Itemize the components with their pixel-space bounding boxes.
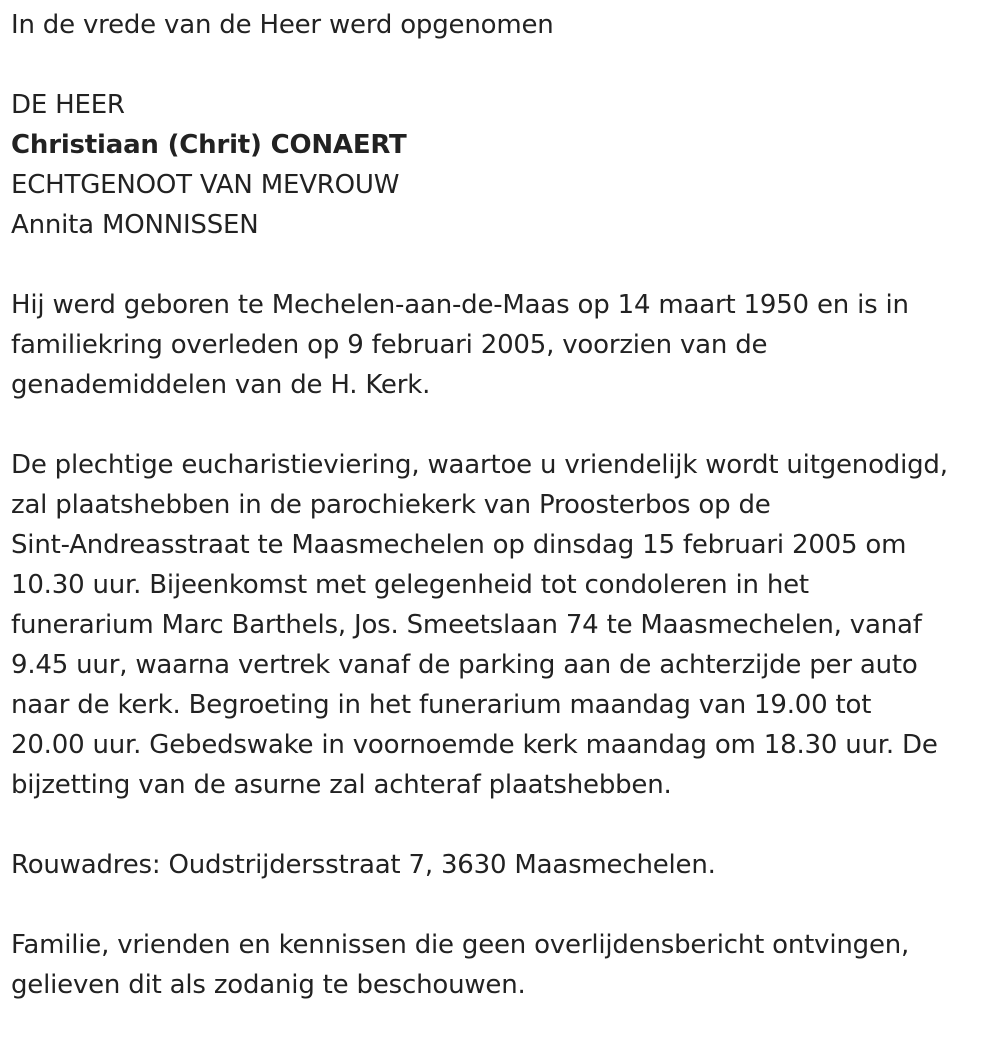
closing-paragraph xyxy=(11,925,996,1005)
paragraph-line: 20.00 uur. Gebedswake in voornoemde kerk maandag om 18.30 uur. De xyxy=(11,730,938,760)
intro-line: In de vrede van de Heer werd opgenomen xyxy=(11,10,554,40)
paragraph-line: 9.45 uur, waarna vertrek vanaf de parking aan de achterzijde per auto xyxy=(11,650,918,680)
ceremony-paragraph xyxy=(11,445,996,805)
deceased-name: Christiaan (Chrit) CONAERT xyxy=(11,130,407,160)
paragraph-line: De plechtige eucharistieviering, waartoe u vriendelijk wordt uitgenodigd, xyxy=(11,450,948,480)
spacer xyxy=(11,885,996,925)
spacer xyxy=(11,245,996,285)
spouse-name: Annita MONNISSEN xyxy=(11,210,259,240)
paragraph-line: Hij werd geboren te Mechelen-aan-de-Maas op 14 maart 1950 en is in xyxy=(11,290,909,320)
paragraph-line: naar de kerk. Begroeting in het funerarium maandag van 19.00 tot xyxy=(11,690,872,720)
paragraph-line: bijzetting van de asurne zal achteraf plaatshebben. xyxy=(11,770,672,800)
title-prefix: DE HEER xyxy=(11,90,125,120)
paragraph-line: Sint-Andreasstraat te Maasmechelen op dinsdag 15 februari 2005 om xyxy=(11,530,907,560)
paragraph-line: zal plaatshebben in de parochiekerk van Proosterbos op de xyxy=(11,490,771,520)
obituary-document xyxy=(11,0,996,1005)
spacer xyxy=(11,405,996,445)
paragraph-line: genademiddelen van de H. Kerk. xyxy=(11,370,431,400)
birth-paragraph xyxy=(11,285,996,405)
paragraph-line: Familie, vrienden en kennissen die geen overlijdensbericht ontvingen, xyxy=(11,930,910,960)
spacer xyxy=(11,45,996,85)
paragraph-line: 10.30 uur. Bijeenkomst met gelegenheid tot condoleren in het xyxy=(11,570,809,600)
spouse-label: ECHTGENOOT VAN MEVROUW xyxy=(11,170,400,200)
mourning-address: Rouwadres: Oudstrijdersstraat 7, 3630 Maasmechelen. xyxy=(11,850,716,880)
paragraph-line: gelieven dit als zodanig te beschouwen. xyxy=(11,970,526,1000)
spacer xyxy=(11,805,996,845)
paragraph-line: familiekring overleden op 9 februari 2005, voorzien van de xyxy=(11,330,768,360)
paragraph-line: funerarium Marc Barthels, Jos. Smeetslaan 74 te Maasmechelen, vanaf xyxy=(11,610,922,640)
